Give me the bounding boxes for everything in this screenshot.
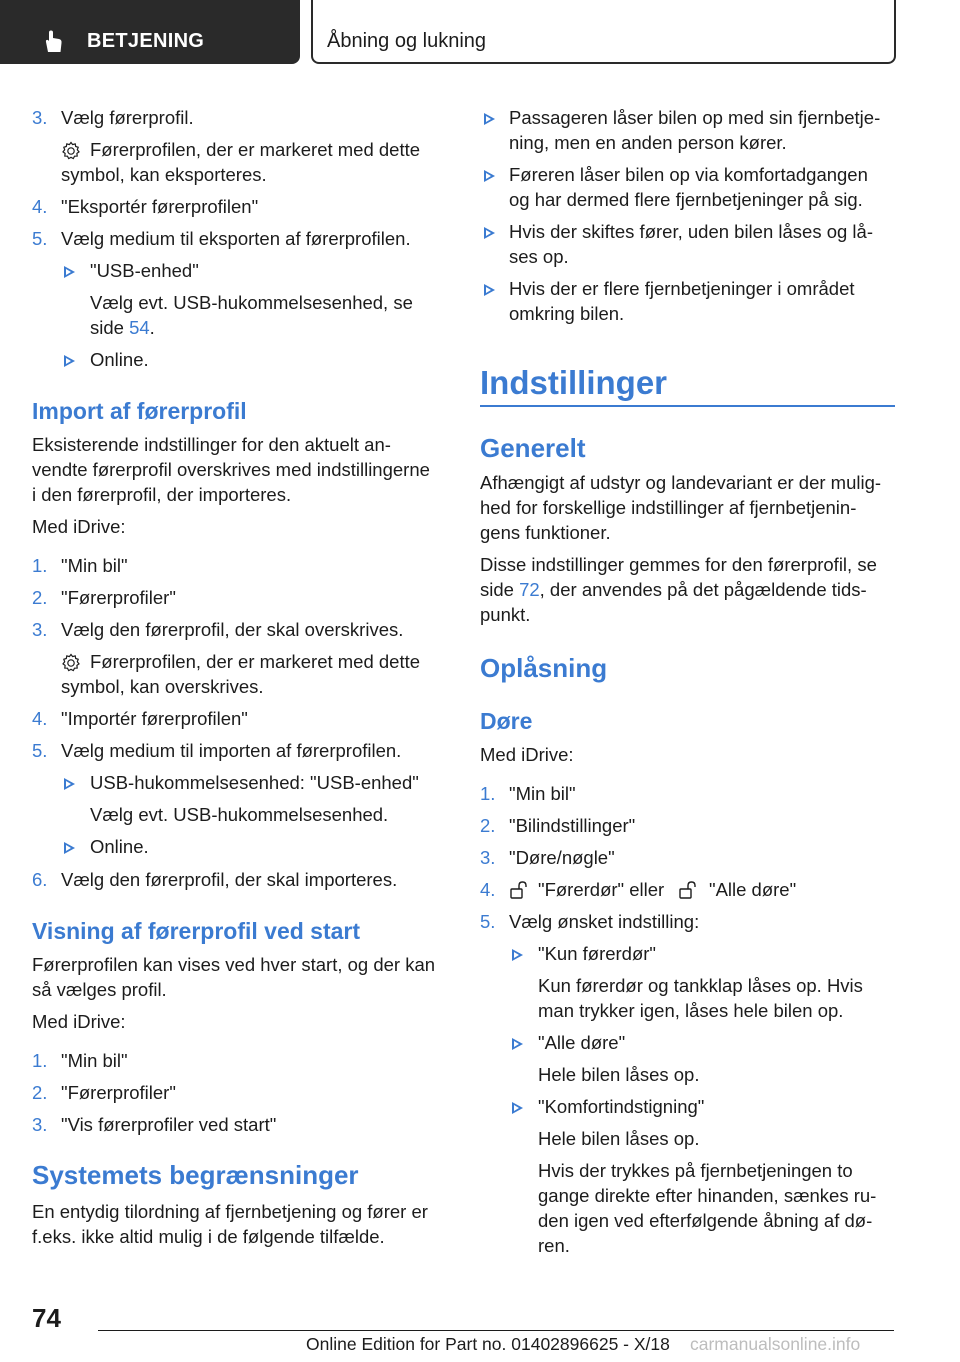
bullet-desc: gange direkte efter hinanden, sænkes ru- (538, 1185, 877, 1206)
bullet-text: Online. (90, 836, 149, 857)
body-text: f.eks. ikke altid mulig i de følgende tilfælde. (32, 1226, 385, 1247)
page-link[interactable]: 54 (129, 317, 150, 338)
bullet-triangle-icon (64, 841, 77, 853)
bullet-triangle-icon (512, 1037, 525, 1049)
body-text: Med iDrive: (32, 516, 126, 537)
body-text: i den førerprofil, der importeres. (32, 484, 292, 505)
bullet-triangle-icon (64, 777, 77, 789)
step-number: 3. (32, 107, 48, 128)
bullet-triangle-icon (484, 226, 497, 238)
edition-text: Online Edition for Part no. 01402896625 - X/18 (306, 1334, 670, 1354)
bullet-text: ses op. (509, 246, 569, 267)
body-text: Eksisterende indstillinger for den aktuelt an- (32, 434, 391, 455)
body-text: punkt. (480, 604, 531, 625)
chapter-heading: Indstillinger (480, 364, 668, 401)
step-text: Vælg medium til importen af førerprofilen. (61, 740, 402, 761)
gear-icon (61, 141, 81, 161)
page-number: 74 (32, 1303, 61, 1333)
step-number: 2. (32, 1082, 48, 1103)
bullet-triangle-icon (512, 1101, 525, 1113)
step-text: Vælg den førerprofil, der skal importeres. (61, 869, 398, 890)
bullet-desc: Hele bilen låses op. (538, 1128, 700, 1149)
step-text: "Alle døre" (709, 879, 797, 900)
section-tab (0, 0, 300, 64)
body-text: Disse indstillinger gemmes for den førerprofil, se (480, 554, 877, 575)
body-text: side 72, der anvendes på det pågældende tids- (480, 579, 867, 600)
bullet-desc: man trykker igen, låses hele bilen op. (538, 1000, 844, 1021)
bullet-desc: Kun førerdør og tankklap låses op. Hvis (538, 975, 863, 996)
bullet-text: "Kun førerdør" (538, 943, 656, 964)
step-number: 3. (32, 619, 48, 640)
chapter-title: Åbning og lukning (327, 30, 487, 52)
body-text: Førerprofilen kan vises ved hver start, og der kan (32, 954, 436, 975)
bullet-text: "Alle døre" (538, 1032, 626, 1053)
note-text: symbol, kan eksporteres. (61, 164, 267, 185)
bullet-triangle-icon (484, 112, 497, 124)
bullet-text: Føreren låser bilen op via komfortadgangen (509, 164, 868, 185)
step-text: "Førerprofiler" (61, 1082, 176, 1103)
bullet-desc: Hvis der trykkes på fjernbetjeningen to (538, 1160, 853, 1181)
step-text: Vælg førerprofil. (61, 107, 194, 128)
step-number: 5. (32, 740, 48, 761)
section-heading: Generelt (480, 433, 586, 463)
bullet-desc: den igen ved efterfølgende åbning af dø- (538, 1210, 873, 1231)
section-title: BETJENING (87, 30, 205, 52)
bullet-desc: side 54. (90, 317, 155, 338)
step-text: "Min bil" (509, 783, 576, 804)
unlocked-padlock-icon (509, 880, 529, 900)
heading-rule (480, 405, 895, 407)
step-number: 3. (32, 1114, 48, 1135)
bullet-triangle-icon (512, 948, 525, 960)
body-text: gens funktioner. (480, 522, 611, 543)
step-number: 4. (480, 879, 496, 900)
step-number: 1. (32, 1050, 48, 1071)
step-number: 2. (480, 815, 496, 836)
gear-icon (61, 653, 81, 673)
bullet-text: Passageren låser bilen op med sin fjernbetje- (509, 107, 881, 128)
page-header (0, 0, 960, 66)
section-heading: Systemets begrænsninger (32, 1160, 359, 1190)
body-text: hed for forskellige indstillinger af fjernbetjenin- (480, 497, 857, 518)
body-text: så vælges profil. (32, 979, 167, 1000)
section-heading: Import af førerprofil (32, 398, 247, 424)
body-text: vendte førerprofil overskrives med indstillingerne (32, 459, 430, 480)
bullet-text: "USB-enhed" (90, 260, 199, 281)
note-text: Førerprofilen, der er markeret med dette (90, 139, 421, 160)
bullet-text: omkring bilen. (509, 303, 625, 324)
chapter-tab (311, 0, 896, 64)
bullet-desc: Hele bilen låses op. (538, 1064, 700, 1085)
body-text: Afhængigt af udstyr og landevariant er der mulig- (480, 472, 882, 493)
step-number: 5. (480, 911, 496, 932)
step-text: Vælg den førerprofil, der skal overskrives. (61, 619, 404, 640)
bullet-text: Hvis der er flere fjernbetjeninger i området (509, 278, 855, 299)
bullet-text: "Komfortindstigning" (538, 1096, 705, 1117)
bullet-desc: Vælg evt. USB-hukommelsesenhed, se (90, 292, 413, 313)
step-text: "Vis førerprofiler ved start" (61, 1114, 277, 1135)
step-number: 1. (32, 555, 48, 576)
hand-pointer-icon (40, 28, 66, 54)
bullet-triangle-icon (64, 354, 77, 366)
bullet-text: Hvis der skiftes fører, uden bilen låses og lå- (509, 221, 873, 242)
step-text: Vælg ønsket indstilling: (509, 911, 700, 932)
section-heading: Visning af førerprofil ved start (32, 918, 361, 944)
bullet-text: ning, men en anden person kører. (509, 132, 787, 153)
step-number: 4. (32, 196, 48, 217)
step-number: 1. (480, 783, 496, 804)
bullet-desc: Vælg evt. USB-hukommelsesenhed. (90, 804, 389, 825)
body-text: Med iDrive: (32, 1011, 126, 1032)
body-text: En entydig tilordning af fjernbetjening og fører er (32, 1201, 428, 1222)
bullet-triangle-icon (484, 283, 497, 295)
step-text: "Importér førerprofilen" (61, 708, 248, 729)
subsection-heading: Døre (480, 708, 533, 734)
step-text: "Førerprofiler" (61, 587, 176, 608)
unlocked-padlock-icon (678, 880, 698, 900)
step-number: 3. (480, 847, 496, 868)
step-text: "Døre/nøgle" (509, 847, 615, 868)
footer-rule (98, 1330, 894, 1331)
watermark: carmanualsonline.info (690, 1334, 861, 1354)
bullet-text: USB-hukommelsesenhed: "USB-enhed" (90, 772, 419, 793)
step-text: "Førerdør" eller (538, 879, 665, 900)
bullet-text: Online. (90, 349, 149, 370)
note-text: symbol, kan overskrives. (61, 676, 264, 697)
body-text: Med iDrive: (480, 744, 574, 765)
step-number: 6. (32, 869, 48, 890)
step-number: 5. (32, 228, 48, 249)
step-text: "Min bil" (61, 1050, 128, 1071)
section-heading: Oplåsning (480, 653, 608, 683)
step-text: Vælg medium til eksporten af førerprofilen. (61, 228, 411, 249)
page-link[interactable]: 72 (519, 579, 540, 600)
step-text: "Min bil" (61, 555, 128, 576)
bullet-text: og har dermed flere fjernbetjeninger på sig. (509, 189, 863, 210)
bullet-triangle-icon (484, 169, 497, 181)
step-text: "Eksportér førerprofilen" (61, 196, 259, 217)
note-text: Førerprofilen, der er markeret med dette (90, 651, 421, 672)
step-number: 2. (32, 587, 48, 608)
bullet-triangle-icon (64, 265, 77, 277)
bullet-desc: ren. (538, 1235, 570, 1256)
step-text: "Bilindstillinger" (509, 815, 636, 836)
step-number: 4. (32, 708, 48, 729)
